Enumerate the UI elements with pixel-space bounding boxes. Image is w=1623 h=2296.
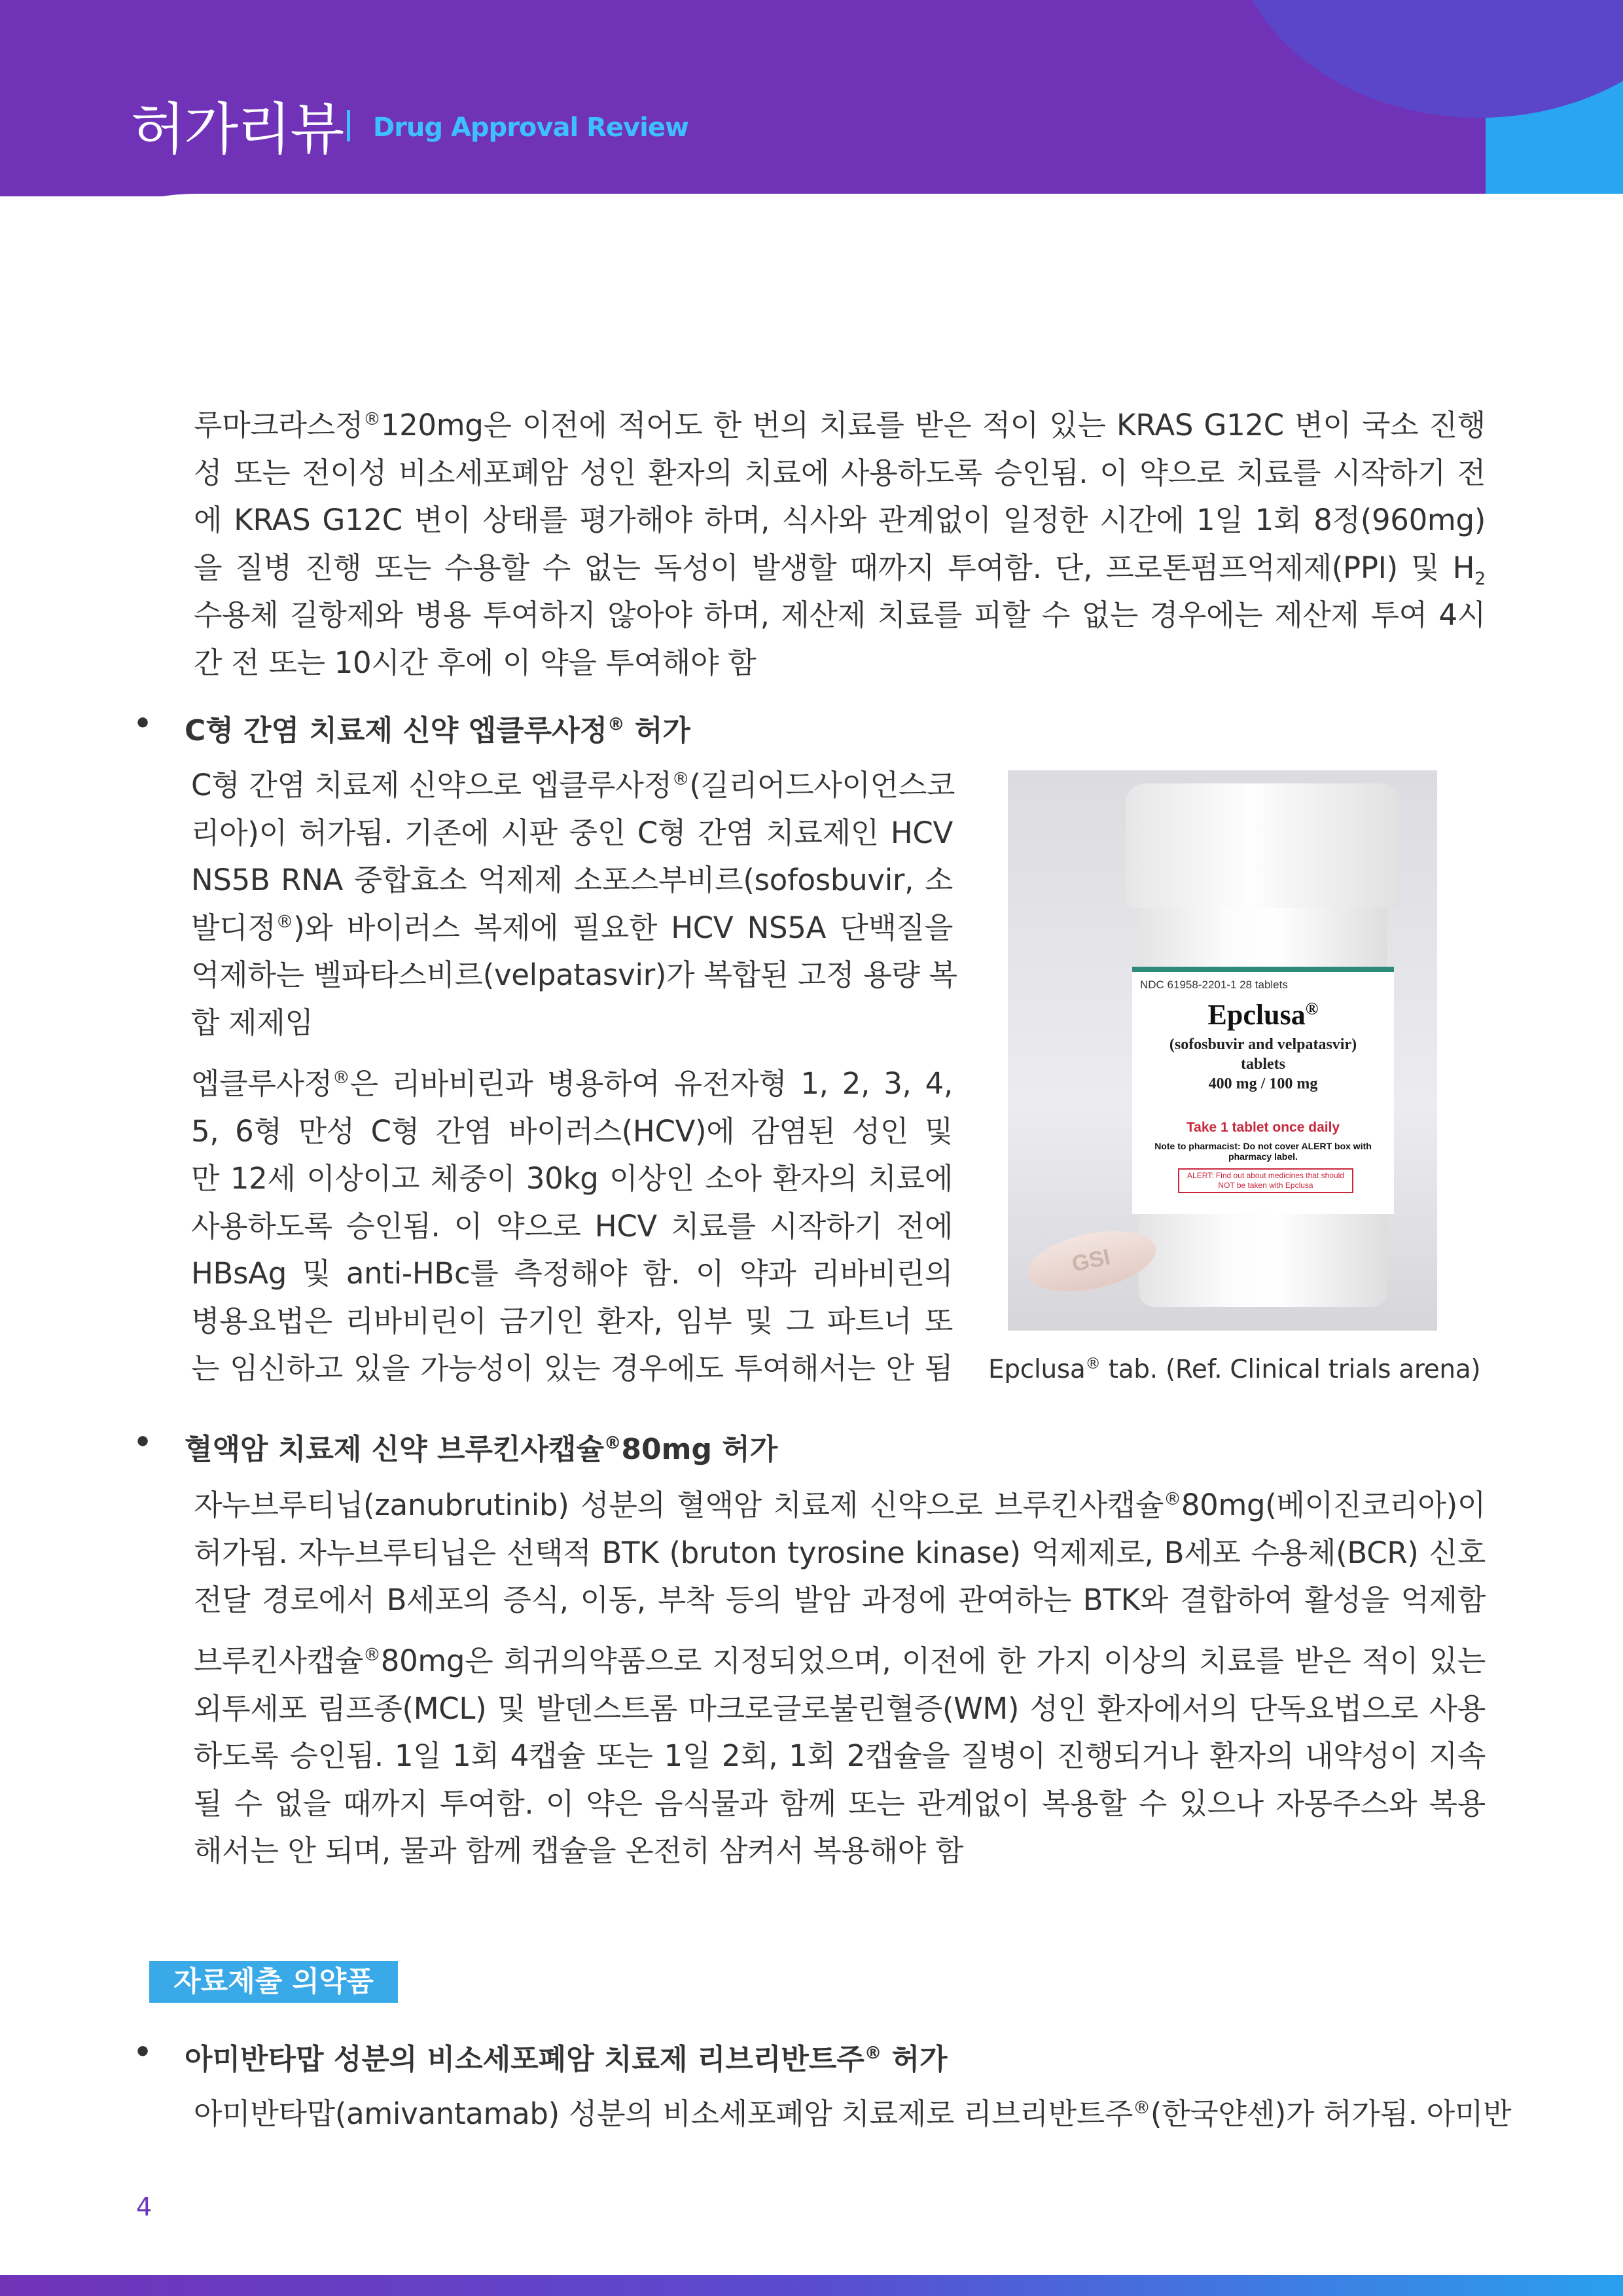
label-ndc: NDC 61958-2201-1 28 tablets	[1140, 978, 1288, 991]
section-title-en: Drug Approval Review	[373, 113, 688, 143]
text-line: 수용체 길항제와 병용 투여하지 않아야 하며, 제산제 치료를 피할 수 없는 경우에는 제산제 투여 4시	[194, 598, 1486, 632]
label-ingredients: (sofosbuvir and velpatasvir) tablets 400 mg / 100 mg	[1169, 1036, 1357, 1092]
page-number: 4	[136, 2193, 152, 2221]
bullet: •	[134, 707, 152, 740]
text-line: 는 임신하고 있을 가능성이 있는 경우에도 투여해서는 안 됨	[191, 1351, 953, 1386]
heading-text: 아미반타맙 성분의 비소세포폐암 치료제 리브리반트주	[185, 2043, 865, 2076]
rybrevant-heading	[134, 2036, 948, 2077]
text-line: 해서는 안 되며, 물과 함께 캡슐을 온전히 삼켜서 복용해야 함	[194, 1833, 964, 1868]
epclusa-heading	[134, 707, 690, 749]
registered-mark: ®	[604, 1433, 622, 1454]
bottle-cap	[1126, 783, 1400, 908]
label-dosing: Take 1 tablet once daily	[1186, 1120, 1340, 1135]
tablet-imprint: GSI	[1069, 1244, 1113, 1277]
header-curve	[0, 194, 1623, 367]
text-line: 자누브루티닙(zanubrutinib) 성분의 혈액암 치료제 신약으로 브루킨사캡슐®80mg(베이진코리아)이	[194, 1488, 1486, 1522]
text-line: 허가됨. 자누브루티닙은 선택적 BTK (bruton tyrosine kinase) 억제제로, B세포 수용체(BCR) 신호	[194, 1535, 1486, 1570]
text-line: 외투세포 림프종(MCL) 및 발덴스트롬 마크로글로불린혈증(WM) 성인 환자에서의 단독요법으로 사용	[194, 1691, 1486, 1726]
text-line: 엡클루사정®은 리바비린과 병용하여 유전자형 1, 2, 3, 4,	[191, 1066, 953, 1101]
label-product-name: Epclusa®	[1207, 998, 1319, 1031]
text-line: 브루킨사캡슐®80mg은 희귀의약품으로 지정되었으며, 이전에 한 가지 이상의 치료를 받은 적이 있는	[194, 1643, 1486, 1678]
text-line: 에 KRAS G12C 변이 상태를 평가해야 하며, 식사와 관계없이 일정한 시간에 1일 1회 8정(960mg)	[194, 503, 1486, 537]
registered-mark: ®	[864, 2043, 882, 2064]
footer-bar	[0, 2275, 1623, 2296]
text-line: 루마크라스정®120mg은 이전에 적어도 한 번의 치료를 받은 적이 있는 KRAS G12C 변이 국소 진행	[194, 408, 1486, 442]
brukinsa-paragraph-1	[194, 1482, 1486, 1624]
section-title-ko: 허가리뷰	[131, 97, 344, 162]
text-line: 아미반타맙(amivantamab) 성분의 비소세포폐암 치료제로 리브리반트주®(한국얀센)가 허가됨. 아미반	[194, 2096, 1512, 2131]
bottle-label	[1132, 967, 1394, 1214]
text-line: 억제하는 벨파타스비르(velpatasvir)가 복합된 고정 용량 복	[191, 958, 957, 992]
text-line: 리아)이 허가됨. 기존에 시판 중인 C형 간염 치료제인 HCV	[191, 815, 953, 850]
text-line: 5, 6형 만성 C형 간염 바이러스(HCV)에 감염된 성인 및	[191, 1113, 953, 1149]
text-line: C형 간염 치료제 신약으로 엡클루사정®(길리어드사이언스코	[191, 768, 955, 802]
heading-text: 허가	[882, 2043, 948, 2076]
text-line: 간 전 또는 10시간 후에 이 약을 투여해야 함	[194, 645, 757, 680]
label-pharmacist-note: Note to pharmacist: Do not cover ALERT box with pharmacy label.	[1154, 1141, 1372, 1162]
title-divider	[347, 110, 350, 141]
intro-paragraph	[194, 402, 1486, 687]
bullet: •	[134, 2036, 152, 2069]
registered-mark: ®	[607, 714, 625, 735]
photo-caption: Epclusa® tab. (Ref. Clinical trials arena)	[988, 1354, 1481, 1384]
header-fill	[0, 353, 1623, 367]
brukinsa-heading	[134, 1426, 778, 1467]
epclusa-paragraph-2	[191, 1060, 953, 1393]
bullet: •	[134, 1426, 152, 1459]
page-header	[0, 0, 1623, 367]
label-alert-box: ALERT: Find out about medicines that should NOT be taken with Epclusa	[1178, 1168, 1353, 1193]
text-line: HBsAg 및 anti-HBc를 측정해야 함. 이 약과 리바비린의	[191, 1256, 953, 1291]
heading-text: 80mg 허가	[621, 1433, 778, 1466]
text-line: 합 제제임	[191, 1005, 313, 1040]
text-line: 될 수 없을 때까지 투여함. 이 약은 음식물과 함께 또는 관계없이 복용할 수 있으나 자몽주스와 복용	[194, 1785, 1486, 1821]
text-line: 성 또는 전이성 비소세포폐암 성인 환자의 치료에 사용하도록 승인됨. 이 약으로 치료를 시작하기 전	[194, 455, 1486, 490]
rybrevant-paragraph	[194, 2090, 1512, 2138]
text-line: 사용하도록 승인됨. 이 약으로 HCV 치료를 시작하기 전에	[191, 1208, 953, 1244]
brukinsa-paragraph-2	[194, 1638, 1486, 1875]
text-line: NS5B RNA 중합효소 억제제 소포스부비르(sofosbuvir, 소	[191, 863, 953, 897]
heading-text: 혈액암 치료제 신약 브루킨사캡슐	[185, 1433, 605, 1466]
heading-text: C형 간염 치료제 신약 엡클루사정	[185, 714, 608, 747]
text-line: 발디정®)와 바이러스 복제에 필요한 HCV NS5A 단백질을	[191, 910, 953, 945]
text-line: 만 12세 이상이고 체중이 30kg 이상인 소아 환자의 치료에	[191, 1161, 953, 1196]
epclusa-paragraph-1	[191, 762, 957, 1047]
text-line: 전달 경로에서 B세포의 증식, 이동, 부착 등의 발암 과정에 관여하는 BTK와 결합하여 활성을 억제함	[194, 1583, 1486, 1617]
heading-text: 허가	[624, 714, 690, 747]
text-line: 을 질병 진행 또는 수용할 수 없는 독성이 발생할 때까지 투여함. 단, 프로톤펌프억제제(PPI) 및 $H_2$	[194, 550, 1486, 589]
section-tag: 자료제출 의약품	[149, 1961, 398, 2003]
epclusa-product-photo	[1008, 770, 1437, 1331]
text-line: 하도록 승인됨. 1일 1회 4캡슐 또는 1일 2회, 1회 2캡슐을 질병이 진행되거나 환자의 내약성이 지속	[194, 1738, 1486, 1773]
text-line: 병용요법은 리바비린이 금기인 환자, 임부 및 그 파트너 또	[191, 1303, 953, 1338]
